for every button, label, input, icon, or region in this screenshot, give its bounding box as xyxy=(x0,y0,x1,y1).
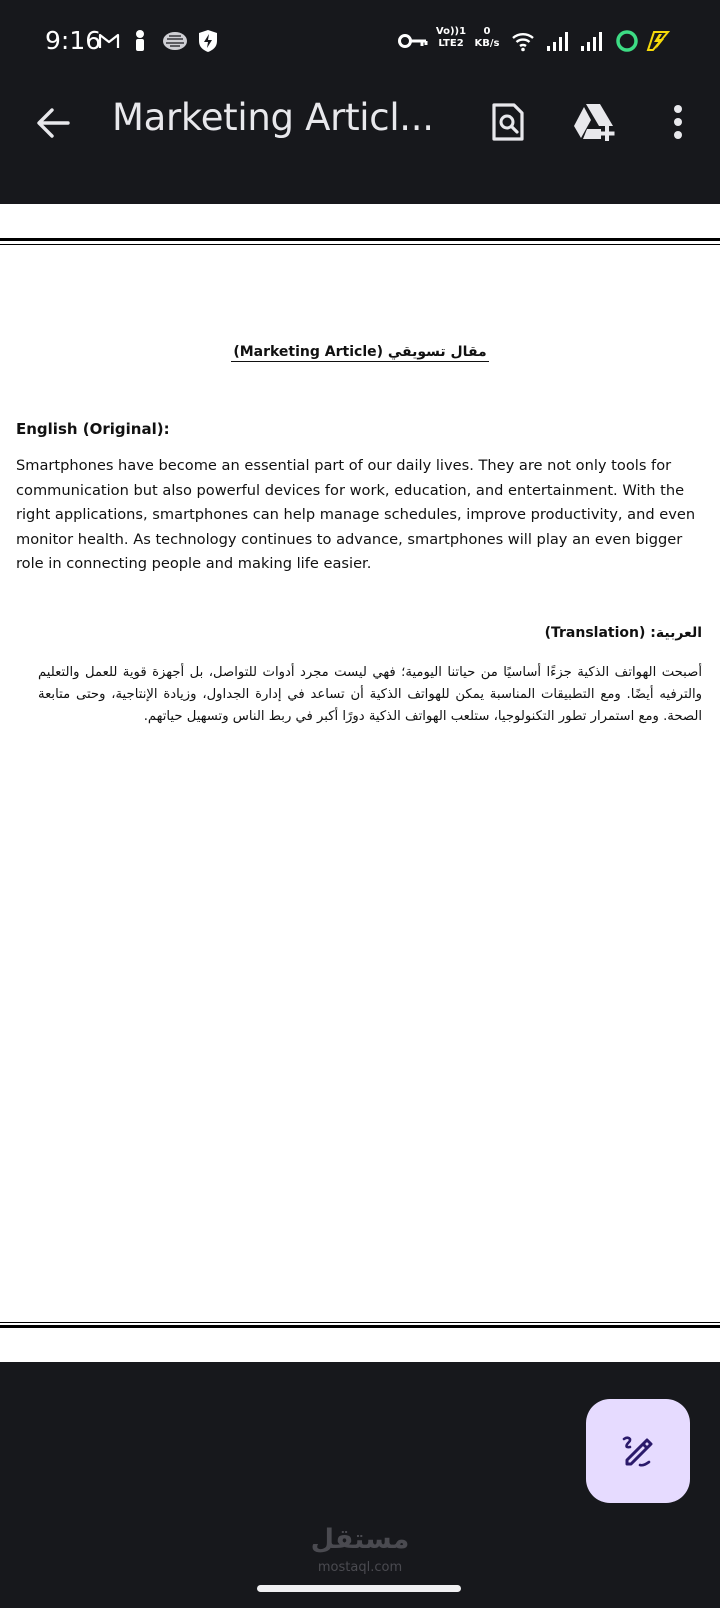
arabic-section-label: العربية: (Translation) xyxy=(544,625,702,641)
add-to-drive-button[interactable] xyxy=(570,96,622,148)
document-title: Marketing Articl... xyxy=(112,96,434,139)
footer-rule xyxy=(0,1325,720,1328)
header-rule xyxy=(0,238,720,241)
back-arrow-icon xyxy=(36,108,70,138)
battery-ring-icon xyxy=(614,28,640,54)
more-options-button[interactable] xyxy=(652,96,704,148)
more-vertical-icon xyxy=(672,104,684,140)
volte-label: Vo)) xyxy=(435,26,460,37)
network-speed-value: 0 xyxy=(483,26,491,37)
footer-rule-thin xyxy=(0,1322,720,1323)
signal-icon xyxy=(580,28,604,54)
english-body-text: Smartphones have become an essential part of our daily lives. They are not only tools for communication but also powerful devices for work, education, and entertainment. With the right applications, smartphones can help manage schedules, improve productivity, and even monitor health. As technology continues to advance, smartphones will play an even bigger role in connecting people and making life easier. xyxy=(16,457,696,573)
document-page[interactable] xyxy=(0,204,720,1362)
lte-label: LTE2 xyxy=(438,38,464,49)
english-section-label: English (Original): xyxy=(16,420,170,438)
back-button[interactable] xyxy=(30,100,76,146)
vpn-key-icon xyxy=(398,28,428,54)
article-heading-text: مقال تسويقي (Marketing Article) xyxy=(233,344,487,360)
charging-bolt-icon xyxy=(644,28,670,54)
shield-bolt-icon xyxy=(196,28,220,54)
network-speed-unit: KB/s xyxy=(474,38,500,49)
watermark-logo: مستقل xyxy=(310,1524,410,1555)
status-time: 9:16 xyxy=(45,26,102,55)
volte-sim-label: 1 xyxy=(459,26,467,37)
app-bar xyxy=(0,82,720,204)
document-search-icon xyxy=(491,102,525,142)
status-bar xyxy=(0,0,720,82)
edit-pen-icon xyxy=(618,1431,658,1471)
find-in-document-button[interactable] xyxy=(482,96,534,148)
header-rule-thin xyxy=(0,244,720,245)
wifi-icon xyxy=(510,28,536,54)
watermark-url: mostaql.com xyxy=(317,1560,403,1575)
gmail-icon xyxy=(96,28,122,54)
signal-icon xyxy=(546,28,570,54)
notification-icon xyxy=(130,28,150,54)
arabic-body-text: أصبحت الهواتف الذكية جزءًا أساسيًا من حياتنا اليومية؛ فهي ليست مجرد أدوات للتواصل، بل أجهزة قوية للعمل والتعليم والترفيه أيضًا. ومع التطبيقات المناسبة يمكن للهواتف الذكية أن تساعد في إدارة الجداول، وزيادة الإنتاجية، وحتى متابعة الصحة. ومع استمرار تطور التكنولوجيا، ستلعب الهواتف الذكية دورًا أكبر في ربط الناس وتسهيل حياتهم. xyxy=(38,665,702,724)
edit-fab[interactable] xyxy=(586,1399,690,1503)
drive-add-icon xyxy=(573,102,619,142)
brain-app-icon xyxy=(160,28,190,54)
article-heading xyxy=(0,344,720,360)
network-speed-indicator xyxy=(470,26,504,50)
gesture-navigation-handle[interactable] xyxy=(257,1585,461,1592)
network-type-indicator xyxy=(434,26,468,50)
